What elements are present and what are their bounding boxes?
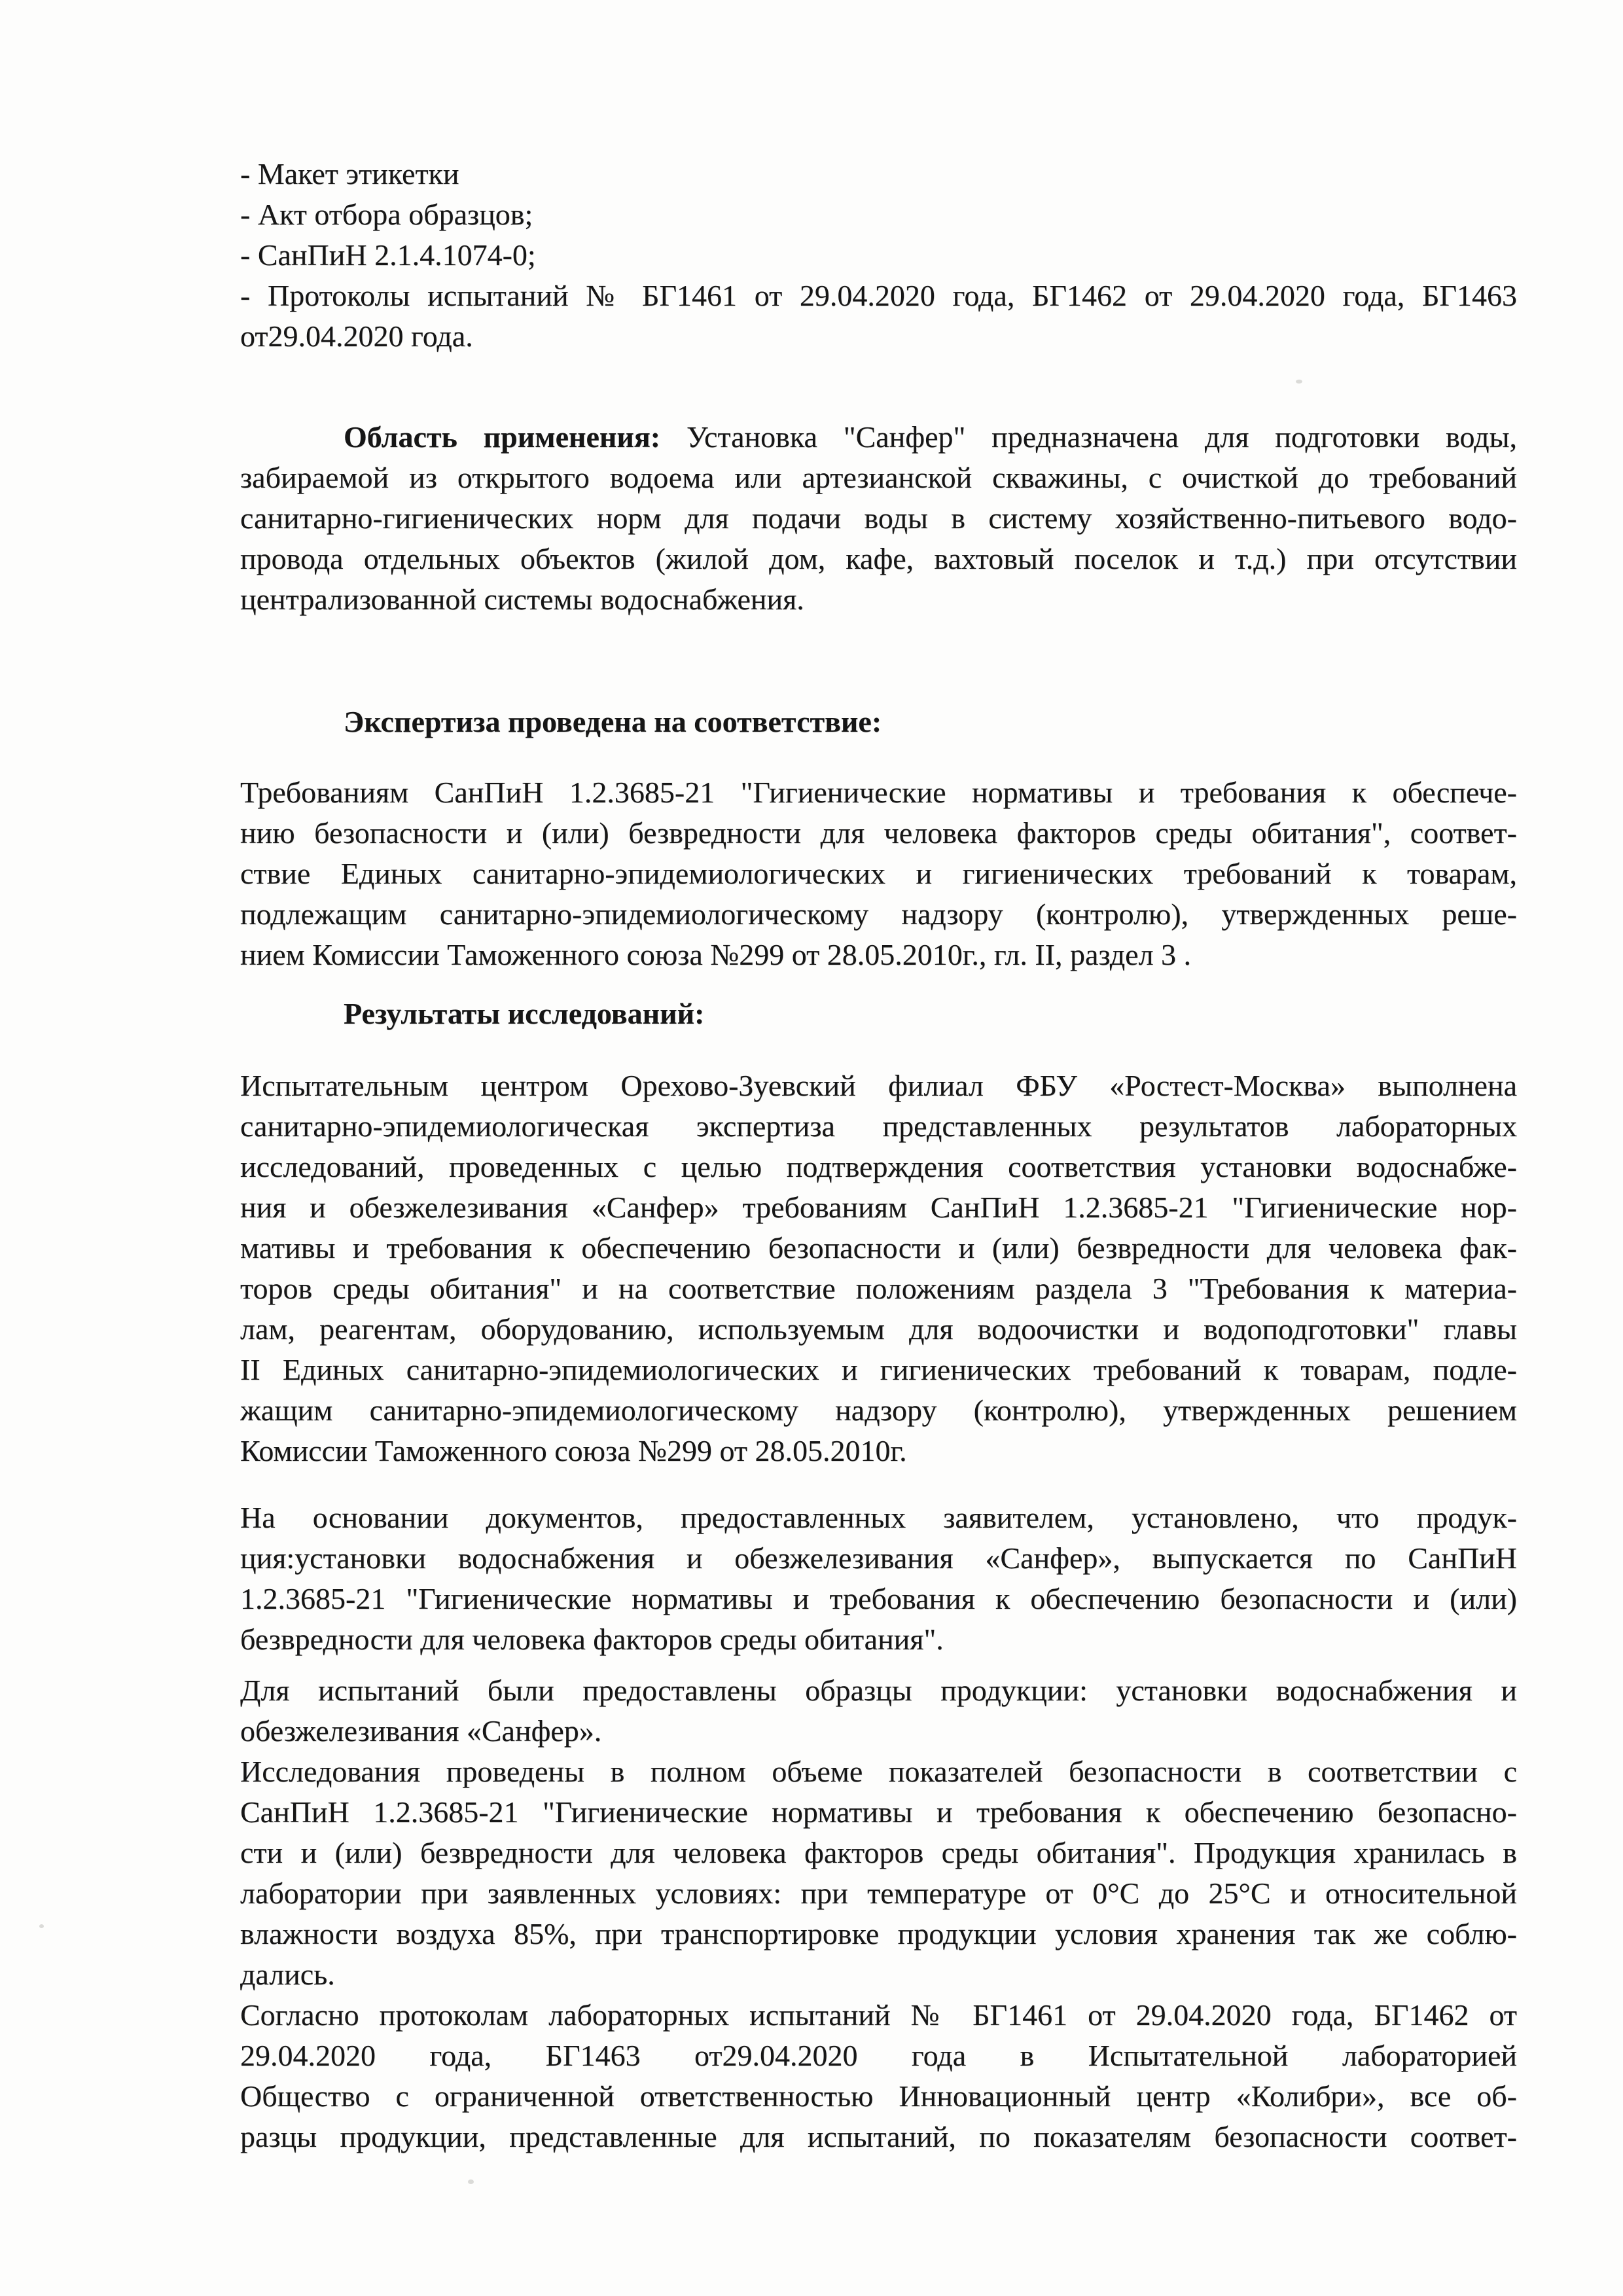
text-line: [240, 813, 1517, 853]
research-results-heading: [240, 994, 1517, 1034]
text-line: [240, 1390, 1517, 1431]
text-segment: Согласно протоколам лабораторных испытаний № БГ1461 от 29.04.2020 года, БГ1462 от: [240, 1998, 1517, 2032]
text-line: [240, 1670, 1517, 1711]
products-basis-paragraph: [240, 1498, 1517, 1660]
text-line: [240, 316, 1517, 357]
text-line: [240, 1711, 1517, 1751]
attached-documents-list: [240, 154, 1517, 357]
text-segment: жащим санитарно-эпидемиологическому надзору (контролю), утвержденных решением: [240, 1393, 1517, 1427]
text-line: [240, 2036, 1517, 2076]
text-line: [240, 1833, 1517, 1873]
heading-line: [240, 702, 1517, 742]
text-line: [240, 1431, 1517, 1471]
text-segment: Общество с ограниченной ответственностью Инновационный центр «Колибри», все об-: [240, 2079, 1517, 2113]
text-line: [240, 1538, 1517, 1579]
heading-line: [240, 994, 1517, 1034]
samples-and-tests-paragraph: [240, 1670, 1517, 2157]
text-segment: СанПиН 1.2.3685-21 "Гигиенические нормативы и требования к обеспечению безопасно-: [240, 1795, 1517, 1829]
text-segment: централизованной системы водоснабжения.: [240, 583, 804, 616]
expertise-compliance-heading: [240, 702, 1517, 742]
expertise-performed-paragraph: [240, 1066, 1517, 1471]
text-line: [240, 1579, 1517, 1619]
text-segment: санитарно-гигиенических норм для подачи воды в систему хозяйственно-питьевого водо-: [240, 501, 1517, 535]
text-line: [240, 1187, 1517, 1228]
text-line: [240, 498, 1517, 539]
application-area-paragraph: [240, 417, 1517, 620]
text-segment: мативы и требования к обеспечению безопасности и (или) безвредности для человека фак-: [240, 1231, 1517, 1265]
text-line: [240, 1914, 1517, 1954]
text-line: [240, 1498, 1517, 1538]
text-segment: от29.04.2020 года.: [240, 319, 473, 353]
text-segment: сти и (или) безвредности для человека факторов среды обитания". Продукция хранилась в: [240, 1836, 1517, 1869]
text-segment: провода отдельных объектов (жилой дом, кафе, вахтовый поселок и т.д.) при отсутствии: [240, 542, 1517, 575]
text-segment: подлежащим санитарно-эпидемиологическому надзору (контролю), утвержденных реше-: [240, 897, 1517, 931]
text-line: [240, 2076, 1517, 2117]
text-segment: - СанПиН 2.1.4.1074-0;: [240, 238, 536, 272]
text-line: [240, 1792, 1517, 1833]
text-line: [240, 579, 1517, 620]
text-segment: дались.: [240, 1958, 335, 1991]
bold-text-segment: Результаты исследований:: [344, 997, 705, 1030]
text-line: [240, 1350, 1517, 1390]
scan-speck: [468, 2179, 474, 2184]
text-line: [240, 1066, 1517, 1106]
text-segment: II Единых санитарно-эпидемиологических и гигиенических требований к товарам, подле-: [240, 1353, 1517, 1386]
text-segment: забираемой из открытого водоема или артезианской скважины, с очисткой до требований: [240, 461, 1517, 494]
text-segment: Для испытаний были предоставлены образцы продукции: установки водоснабжения и: [240, 1674, 1517, 1707]
text-segment: - Макет этикетки: [240, 157, 459, 190]
text-line: [240, 772, 1517, 813]
text-line: [240, 539, 1517, 579]
text-line: [240, 1228, 1517, 1268]
text-segment: лаборатории при заявленных условиях: при температуре от 0°С до 25°С и относительной: [240, 1876, 1517, 1910]
text-line: [240, 853, 1517, 894]
text-segment: обезжелезивания «Санфер».: [240, 1714, 602, 1748]
heading-line: [240, 417, 1517, 457]
text-line: [240, 894, 1517, 935]
text-segment: Испытательным центром Орехово-Зуевский филиал ФБУ «Ростест-Москва» выполнена: [240, 1069, 1517, 1102]
text-line: [240, 1751, 1517, 1792]
text-segment: торов среды обитания" и на соответствие положениям раздела 3 "Требования к материа-: [240, 1272, 1517, 1305]
text-segment: ния и обезжелезивания «Санфер» требованиям СанПиН 1.2.3685-21 "Гигиенические нор-: [240, 1191, 1517, 1224]
text-segment: - Протоколы испытаний № БГ1461 от 29.04.2020 года, БГ1462 от 29.04.2020 года, БГ1463: [240, 279, 1517, 312]
text-segment: ствие Единых санитарно-эпидемиологических и гигиенических требований к товарам,: [240, 857, 1517, 890]
text-segment: 29.04.2020 года, БГ1463 от29.04.2020 года в Испытательной лабораторией: [240, 2039, 1517, 2072]
text-line: [240, 1147, 1517, 1187]
scan-speck: [1296, 380, 1302, 384]
bold-text-segment: Экспертиза проведена на соответствие:: [344, 705, 882, 738]
text-line: [240, 194, 1517, 235]
text-segment: нием Комиссии Таможенного союза №299 от 28.05.2010г., гл. II, раздел 3 .: [240, 938, 1192, 971]
text-segment: санитарно-эпидемиологическая экспертиза представленных результатов лабораторных: [240, 1109, 1517, 1143]
compliance-requirements-paragraph: [240, 772, 1517, 975]
text-segment: Комиссии Таможенного союза №299 от 28.05.2010г.: [240, 1434, 907, 1467]
text-line: [240, 154, 1517, 194]
text-line: [240, 1309, 1517, 1350]
text-line: [240, 1954, 1517, 1995]
text-line: [240, 1873, 1517, 1914]
text-segment: ция:установки водоснабжения и обезжелезивания «Санфер», выпускается по СанПиН: [240, 1541, 1517, 1575]
text-line: [240, 2117, 1517, 2157]
text-segment: Требованиям СанПиН 1.2.3685-21 "Гигиенические нормативы и требования к обеспече-: [240, 776, 1517, 809]
text-segment: влажности воздуха 85%, при транспортировке продукции условия хранения так же соблю-: [240, 1917, 1517, 1950]
text-segment: безвредности для человека факторов среды обитания".: [240, 1623, 944, 1656]
text-line: [240, 235, 1517, 276]
bold-text-segment: Область применения:: [344, 420, 661, 454]
text-segment: исследований, проведенных с целью подтверждения соответствия установки водоснабже-: [240, 1150, 1517, 1183]
text-line: [240, 1995, 1517, 2036]
text-line: [240, 1619, 1517, 1660]
text-segment: лам, реагентам, оборудованию, используемым для водоочистки и водоподготовки" главы: [240, 1312, 1517, 1346]
text-segment: 1.2.3685-21 "Гигиенические нормативы и требования к обеспечению безопасности и (или): [240, 1582, 1517, 1615]
text-line: [240, 457, 1517, 498]
text-segment: Установка "Санфер" предназначена для подготовки воды,: [660, 420, 1517, 454]
text-line: [240, 1268, 1517, 1309]
text-line: [240, 935, 1517, 975]
text-segment: Исследования проведены в полном объеме показателей безопасности в соответствии с: [240, 1755, 1517, 1788]
text-line: [240, 276, 1517, 316]
text-segment: - Акт отбора образцов;: [240, 198, 533, 231]
text-segment: На основании документов, предоставленных заявителем, установлено, что продук-: [240, 1501, 1517, 1534]
text-line: [240, 1106, 1517, 1147]
scan-speck: [39, 1924, 44, 1928]
text-segment: разцы продукции, представленные для испытаний, по показателям безопасности соответ-: [240, 2120, 1517, 2153]
text-segment: нию безопасности и (или) безвредности для человека факторов среды обитания", соответ-: [240, 816, 1517, 850]
